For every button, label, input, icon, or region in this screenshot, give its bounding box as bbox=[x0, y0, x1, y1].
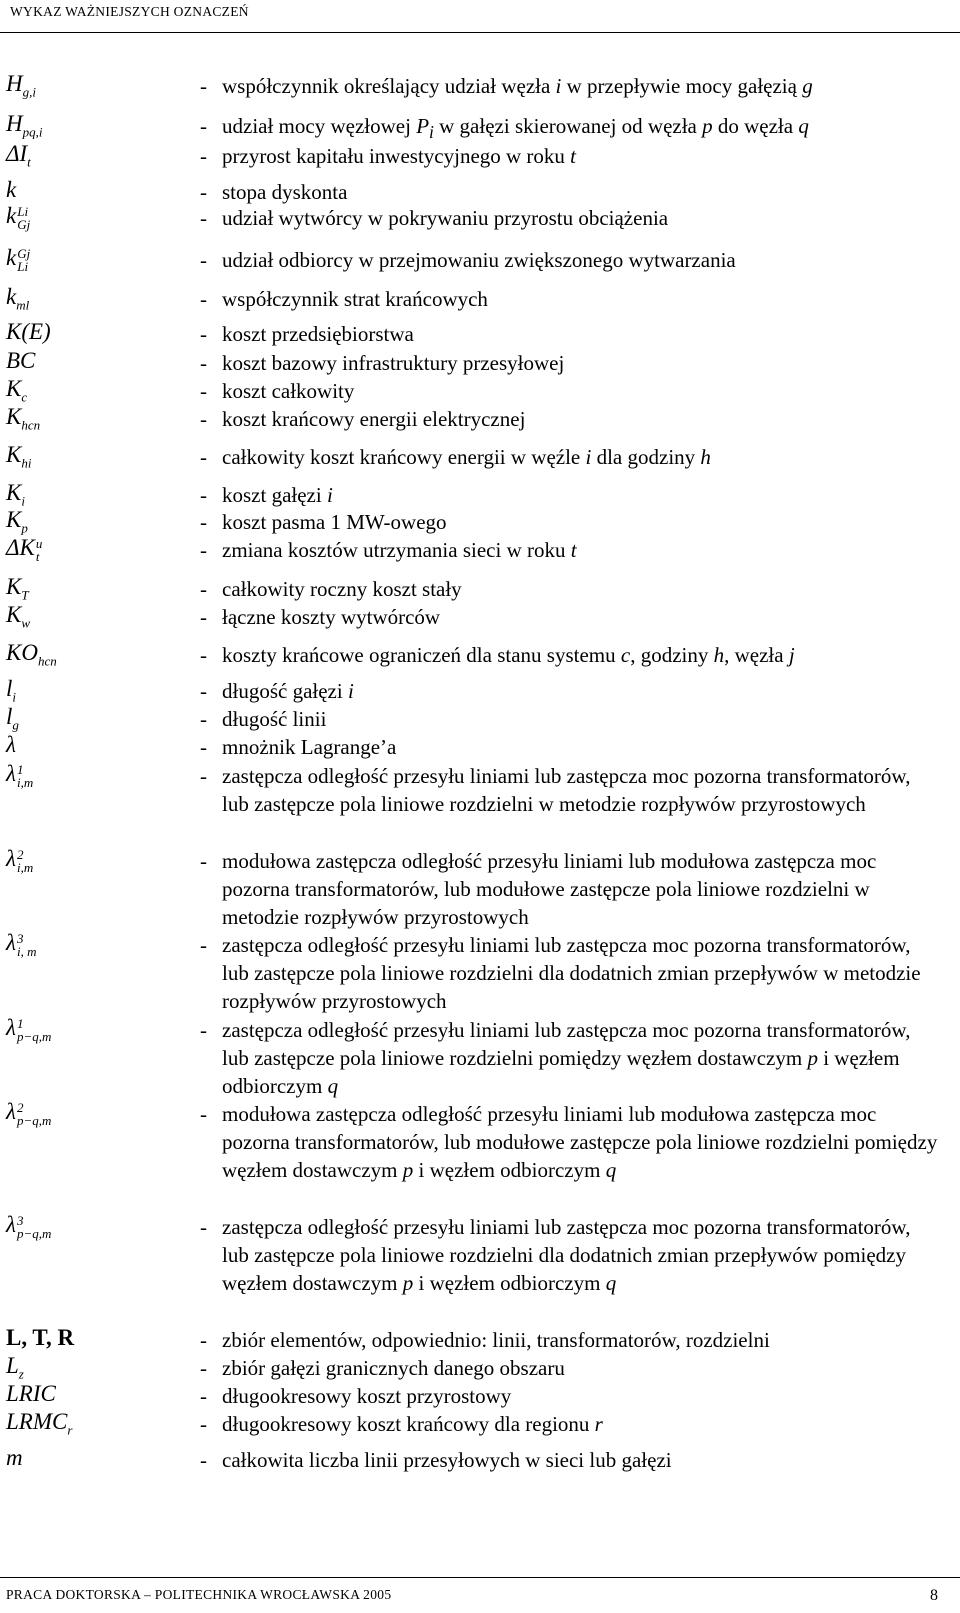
symbol-description: łączne koszty wytwórców bbox=[222, 605, 441, 629]
symbol bbox=[6, 677, 196, 704]
symbol-base: λ bbox=[6, 761, 16, 786]
symbol bbox=[6, 641, 196, 668]
symbol-description: koszt bazowy infrastruktury przesyłowej bbox=[222, 351, 565, 375]
symbol-base: LRIC bbox=[6, 1381, 56, 1406]
symbol-subscript: r bbox=[67, 1422, 73, 1438]
symbol-description: zastępcza odległość przesyłu liniami lub zastępcza moc pozorna transformatorów, lub zastępcze pola liniowe rozdzielni dla dodatnich zmian przepływów w metodzie rozpływów przyrostowych bbox=[222, 933, 921, 1013]
symbol-subscript: pq,i bbox=[22, 124, 43, 140]
entry-dash: - bbox=[200, 849, 207, 873]
symbol-indices bbox=[17, 932, 37, 958]
entry-dash: - bbox=[200, 577, 207, 601]
entry-dash: - bbox=[200, 1412, 207, 1436]
symbol-subscript: ml bbox=[16, 297, 30, 313]
entry-dash: - bbox=[200, 114, 207, 138]
symbol-base: K bbox=[6, 507, 22, 532]
symbol bbox=[6, 536, 196, 563]
entry-dash: - bbox=[200, 483, 207, 507]
symbol-description: współczynnik strat krańcowych bbox=[222, 287, 488, 311]
symbol bbox=[6, 705, 196, 732]
entry-dash: - bbox=[200, 1384, 207, 1408]
symbol bbox=[6, 246, 196, 273]
entry-dash: - bbox=[200, 510, 207, 534]
symbol-description: modułowa zastępcza odległość przesyłu liniami lub modułowa zastępcza moc pozorna transformatorów, lub modułowe zastępcze pola liniowe rozdzielni pomiędzy węzłem dostawczym p i węzłem odbiorczym q bbox=[222, 1102, 938, 1182]
symbol-base: k bbox=[6, 203, 17, 228]
symbol-indices bbox=[17, 247, 30, 273]
symbol bbox=[6, 762, 196, 789]
entry-dash: - bbox=[200, 407, 207, 431]
entry-dash: - bbox=[200, 707, 207, 731]
symbol-description: współczynnik określający udział węzła i w przepływie mocy gałęzią g bbox=[222, 74, 813, 98]
symbol bbox=[6, 1410, 196, 1437]
entry-dash: - bbox=[200, 445, 207, 469]
symbol-superscript: 3 bbox=[16, 1212, 24, 1228]
entry-dash: - bbox=[200, 1018, 207, 1042]
symbol-description: koszt całkowity bbox=[222, 379, 355, 403]
symbol-base: K bbox=[6, 376, 22, 401]
symbol-superscript: 3 bbox=[16, 930, 24, 946]
symbol-subscript: Li bbox=[17, 258, 29, 274]
entry-dash: - bbox=[200, 1102, 207, 1126]
symbol-description: długookresowy koszt przyrostowy bbox=[222, 1384, 512, 1408]
symbol-base: m bbox=[6, 1445, 23, 1470]
entry-dash: - bbox=[200, 287, 207, 311]
symbol bbox=[6, 1016, 196, 1043]
symbol-description: koszt krańcowy energii elektrycznej bbox=[222, 407, 526, 431]
symbol-base: LRMC bbox=[6, 1409, 68, 1434]
symbol-subscript: hcn bbox=[37, 653, 57, 669]
symbol-base: KO bbox=[6, 640, 38, 665]
symbol-base: K bbox=[6, 602, 22, 627]
entry-dash: - bbox=[200, 180, 207, 204]
symbol-description: zastępcza odległość przesyłu liniami lub zastępcza moc pozorna transformatorów, lub zastępcze pola liniowe rozdzielni w metodzie rozpływów przyrostowych bbox=[222, 764, 911, 816]
symbol-indices bbox=[17, 848, 33, 874]
symbol-indices bbox=[17, 763, 33, 789]
symbol-description: udział odbiorcy w przejmowaniu zwiększonego wytwarzania bbox=[222, 248, 736, 272]
symbol-base: K bbox=[6, 404, 22, 429]
symbol bbox=[6, 847, 196, 874]
symbol-subscript: g bbox=[12, 717, 19, 733]
symbol-subscript: p−q,m bbox=[16, 1112, 52, 1128]
symbol-base: λ bbox=[6, 930, 16, 955]
symbol-superscript: Gj bbox=[17, 245, 31, 261]
symbol-superscript: 2 bbox=[16, 1099, 24, 1115]
symbol-description: zbiór gałęzi granicznych danego obszaru bbox=[222, 1356, 565, 1380]
entry-dash: - bbox=[200, 248, 207, 272]
entry-dash: - bbox=[200, 679, 207, 703]
symbol-base: λ bbox=[6, 1015, 16, 1040]
symbol bbox=[6, 405, 196, 432]
symbol bbox=[6, 1446, 196, 1469]
symbol-base: k bbox=[6, 245, 17, 270]
symbol-base: L, T, R bbox=[6, 1325, 75, 1350]
symbol-superscript: 2 bbox=[16, 846, 24, 862]
symbol-description: koszt pasma 1 MW-owego bbox=[222, 510, 447, 534]
symbol-description: całkowity koszt krańcowy energii w węźle i dla godziny h bbox=[222, 445, 711, 469]
symbol-description: udział wytwórcy w pokrywaniu przyrostu obciążenia bbox=[222, 206, 669, 230]
symbol-description: zbiór elementów, odpowiednio: linii, transformatorów, rozdzielni bbox=[222, 1328, 770, 1352]
symbol bbox=[6, 481, 196, 508]
entry-dash: - bbox=[200, 144, 207, 168]
symbol-subscript: i bbox=[21, 493, 25, 509]
entry-dash: - bbox=[200, 1448, 207, 1472]
symbol-description: udział mocy węzłowej $P_i$ w gałęzi skierowanej od węzła p do węzła q bbox=[222, 114, 809, 143]
symbol bbox=[6, 1382, 196, 1405]
footer-text: PRACA DOKTORSKA – POLITECHNIKA WROCŁAWSKA 2005 bbox=[6, 1587, 392, 1602]
symbol-description: długość linii bbox=[222, 707, 327, 731]
symbol-base: K bbox=[6, 442, 22, 467]
symbol-description: całkowita liczba linii przesyłowych w sieci lub gałęzi bbox=[222, 1448, 672, 1472]
symbol-indices bbox=[17, 1214, 51, 1240]
symbol-description: zastępcza odległość przesyłu liniami lub zastępcza moc pozorna transformatorów, lub zastępcze pola liniowe rozdzielni pomiędzy węzłem dostawczym p i węzłem odbiorczym q bbox=[222, 1018, 911, 1098]
symbol bbox=[6, 508, 196, 535]
symbol-base: ΔI bbox=[6, 141, 28, 166]
symbol-superscript: Li bbox=[17, 203, 29, 219]
symbol bbox=[6, 142, 196, 169]
symbol bbox=[6, 1213, 196, 1240]
header-title: WYKAZ WAŻNIEJSZYCH OZNACZEŃ bbox=[10, 4, 249, 19]
symbol-indices bbox=[17, 205, 30, 231]
symbol-subscript: t bbox=[35, 548, 40, 564]
entry-dash: - bbox=[200, 605, 207, 629]
symbol bbox=[6, 72, 196, 99]
symbol-subscript: p−q,m bbox=[16, 1225, 52, 1241]
symbol-subscript: t bbox=[27, 154, 31, 170]
symbol-base: BC bbox=[6, 348, 36, 373]
symbol bbox=[6, 178, 196, 201]
symbol-base: ΔK bbox=[6, 535, 35, 560]
symbol bbox=[6, 931, 196, 958]
symbol-base: H bbox=[6, 71, 23, 96]
symbol bbox=[6, 204, 196, 231]
footer-rule bbox=[0, 1577, 960, 1578]
symbol bbox=[6, 603, 196, 630]
symbol-base: λ bbox=[6, 732, 16, 757]
symbol-base: k bbox=[6, 284, 17, 309]
symbol bbox=[6, 1326, 196, 1349]
symbol-indices bbox=[17, 1017, 51, 1043]
entry-dash: - bbox=[200, 933, 207, 957]
entry-dash: - bbox=[200, 322, 207, 346]
symbol-indices bbox=[36, 537, 43, 563]
symbol-base: λ bbox=[6, 1212, 16, 1237]
symbol-description: zmiana kosztów utrzymania sieci w roku t bbox=[222, 538, 577, 562]
symbol-base: l bbox=[6, 676, 13, 701]
symbol-indices bbox=[17, 1101, 51, 1127]
symbol-description: zastępcza odległość przesyłu liniami lub zastępcza moc pozorna transformatorów, lub zastępcze pola liniowe rozdzielni dla dodatnich zmian przepływów pomiędzy węzłem dostawczym p i węzłem odbiorczym q bbox=[222, 1215, 911, 1295]
symbol bbox=[6, 377, 196, 404]
symbol-description: długookresowy koszt krańcowy dla regionu r bbox=[222, 1412, 603, 1436]
symbol-subscript: w bbox=[21, 615, 31, 631]
symbol-subscript: g,i bbox=[22, 84, 36, 100]
symbol-subscript: i, m bbox=[16, 943, 37, 959]
entry-dash: - bbox=[200, 379, 207, 403]
entry-dash: - bbox=[200, 206, 207, 230]
symbol-base: K bbox=[6, 480, 22, 505]
symbol-base: L bbox=[6, 1353, 19, 1378]
symbol bbox=[6, 285, 196, 312]
symbol bbox=[6, 112, 196, 139]
symbol bbox=[6, 1100, 196, 1127]
symbol-description: całkowity roczny koszt stały bbox=[222, 577, 462, 601]
symbol bbox=[6, 349, 196, 372]
symbol-subscript: hcn bbox=[21, 417, 41, 433]
entry-dash: - bbox=[200, 538, 207, 562]
entry-dash: - bbox=[200, 643, 207, 667]
symbol-description: stopa dyskonta bbox=[222, 180, 348, 204]
symbol-description: koszt gałęzi i bbox=[222, 483, 333, 507]
symbol-base: λ bbox=[6, 1099, 16, 1124]
symbol-subscript: z bbox=[18, 1366, 24, 1382]
symbol-subscript: i,m bbox=[16, 774, 34, 790]
entry-dash: - bbox=[200, 764, 207, 788]
symbol-subscript: c bbox=[21, 389, 28, 405]
symbol-subscript: p bbox=[21, 520, 28, 536]
symbol-subscript: i,m bbox=[16, 859, 34, 875]
symbol bbox=[6, 320, 196, 343]
symbol-subscript: p−q,m bbox=[16, 1028, 52, 1044]
symbol bbox=[6, 1354, 196, 1381]
entry-dash: - bbox=[200, 351, 207, 375]
symbol bbox=[6, 733, 196, 756]
page-number: 8 bbox=[930, 1587, 938, 1604]
entry-dash: - bbox=[200, 1215, 207, 1239]
symbol-description: przyrost kapitału inwestycyjnego w roku t bbox=[222, 144, 577, 168]
symbol bbox=[6, 443, 196, 470]
symbol-base: K(E) bbox=[6, 319, 51, 344]
symbol-superscript: 1 bbox=[16, 1015, 24, 1031]
entry-dash: - bbox=[200, 1328, 207, 1352]
symbol-description: koszty krańcowe ograniczeń dla stanu systemu c, godziny h, węzła j bbox=[222, 643, 795, 667]
symbol-subscript: i bbox=[12, 689, 17, 705]
symbol-description: koszt przedsiębiorstwa bbox=[222, 322, 414, 346]
symbol-description: mnożnik Lagrange’a bbox=[222, 735, 397, 759]
symbol-base: K bbox=[6, 574, 22, 599]
symbol-description: długość gałęzi i bbox=[222, 679, 354, 703]
entry-dash: - bbox=[200, 74, 207, 98]
entry-dash: - bbox=[200, 1356, 207, 1380]
symbol-subscript: T bbox=[21, 587, 29, 603]
entry-dash: - bbox=[200, 735, 207, 759]
symbol-subscript: Gj bbox=[17, 216, 31, 232]
symbol-subscript: hi bbox=[21, 455, 32, 471]
symbol-base: k bbox=[6, 177, 17, 202]
symbol-base: H bbox=[6, 111, 23, 136]
symbol-base: λ bbox=[6, 846, 16, 871]
symbol bbox=[6, 575, 196, 602]
symbol-superscript: 1 bbox=[16, 761, 24, 777]
symbol-description: modułowa zastępcza odległość przesyłu liniami lub modułowa zastępcza moc pozorna transformatorów, lub modułowe zastępcze pola liniowe rozdzielni w metodzie rozpływów przyrostowych bbox=[222, 849, 877, 929]
symbol-base: l bbox=[6, 704, 13, 729]
symbol-superscript: u bbox=[35, 535, 43, 551]
